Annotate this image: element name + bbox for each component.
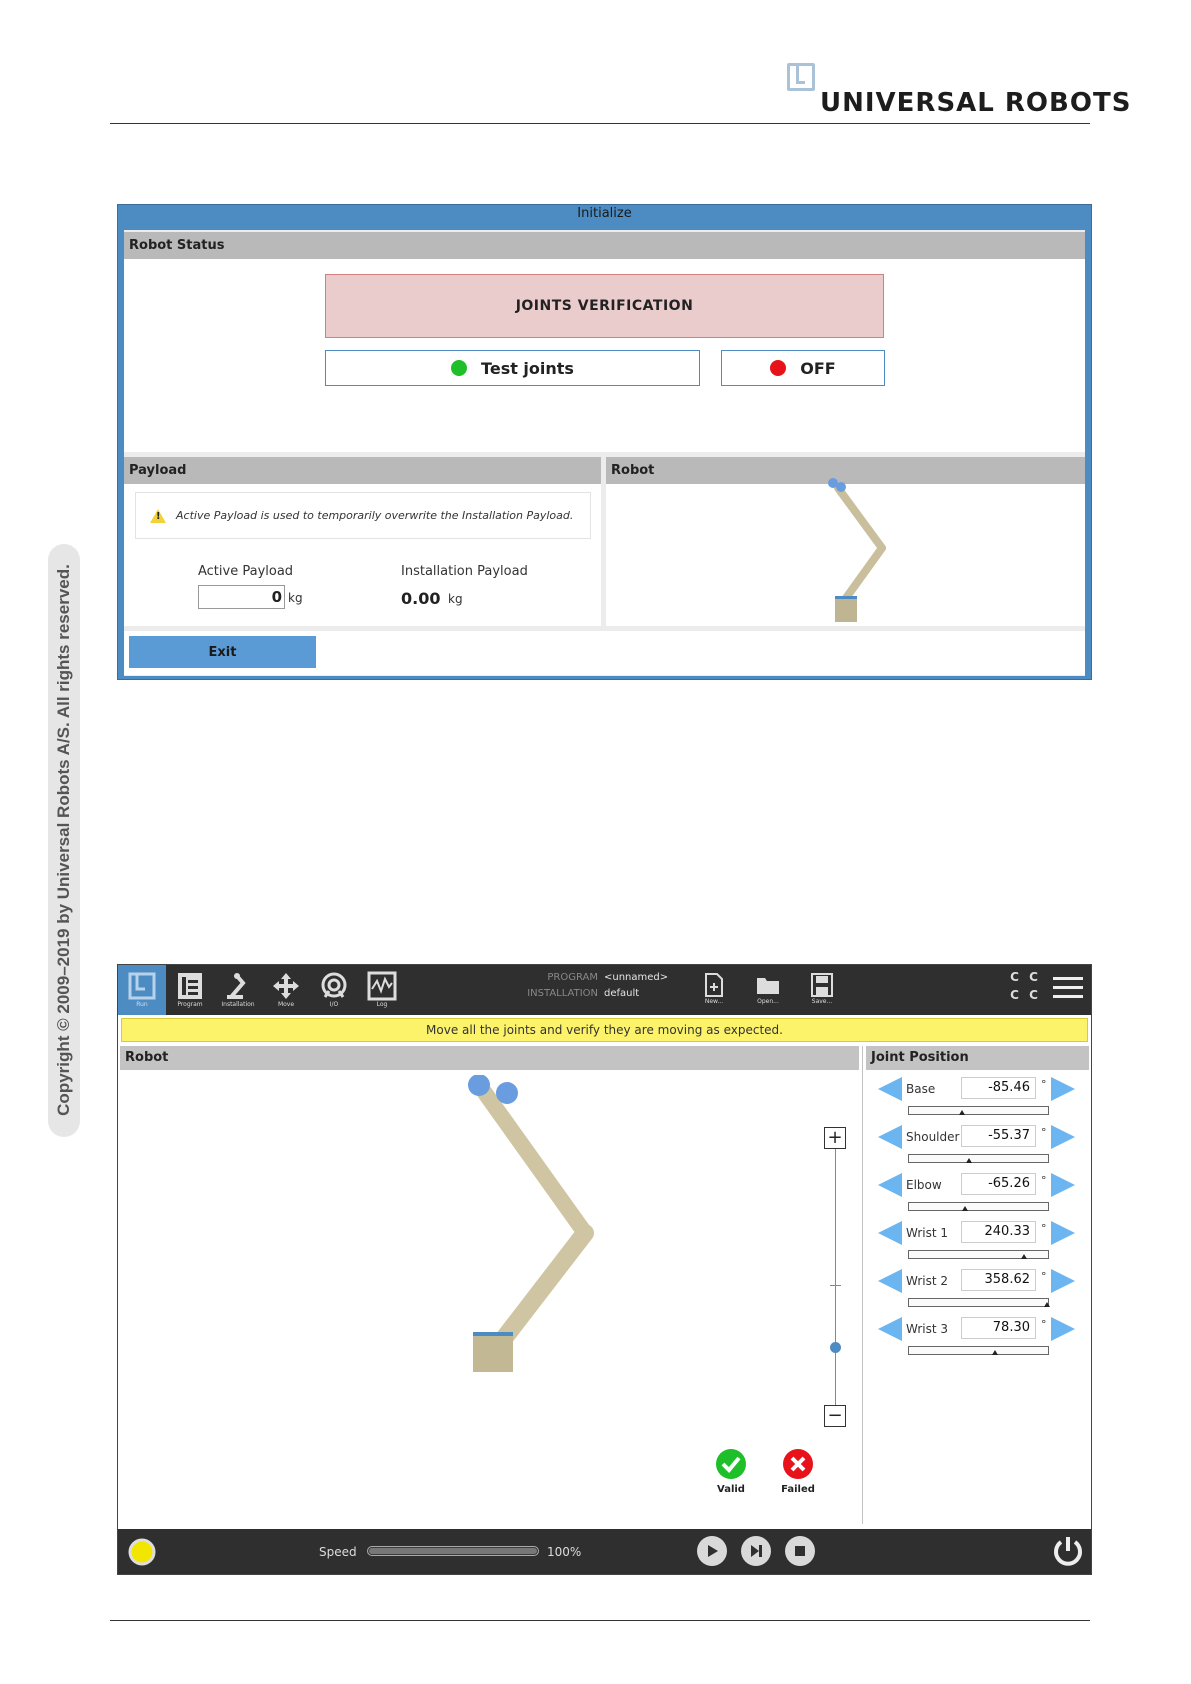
joint-value-field[interactable]: -65.26 [961,1173,1036,1195]
save-icon [810,972,834,998]
joint-slider-marker [959,1110,965,1115]
active-payload-input[interactable]: 0 [198,585,285,609]
stop-icon [793,1544,807,1558]
stop-button[interactable] [785,1536,815,1566]
zoom-in-button[interactable]: + [824,1127,846,1149]
cc-label: C [1010,970,1019,984]
joint-value-field[interactable]: 358.62 [961,1269,1036,1291]
nav-installation[interactable] [214,965,262,1015]
nav-label: Run [136,1001,148,1008]
file-action-label: Save... [811,998,833,1005]
exit-button[interactable]: Exit [129,636,316,668]
joint-name: Shoulder [906,1130,960,1144]
nav-io[interactable] [310,965,358,1015]
speed-slider[interactable] [367,1546,539,1556]
open-program-button[interactable] [744,966,792,1016]
joint-increase-arrow-icon[interactable] [1051,1125,1075,1149]
robot-preview-heading: Robot [606,457,1085,484]
joint-slider[interactable] [908,1202,1049,1211]
joint-increase-arrow-icon[interactable] [1051,1221,1075,1245]
file-action-label: New... [704,998,724,1005]
nav-run[interactable] [118,965,166,1015]
joint-unit: ° [1041,1174,1047,1187]
joint-unit: ° [1041,1078,1047,1091]
zoom-slider-thumb[interactable] [830,1342,841,1353]
header-divider [110,123,1090,124]
installation-label: INSTALLATION [527,988,598,999]
failed-x-icon[interactable] [783,1449,813,1479]
test-joints-button[interactable] [325,350,700,386]
open-folder-icon [755,972,781,998]
joint-unit: ° [1041,1222,1047,1235]
robot-arm-3d-view[interactable] [455,1075,605,1375]
active-payload-label: Active Payload [198,564,294,579]
joint-slider[interactable] [908,1346,1049,1355]
cc-label: C [1010,988,1019,1002]
joint-unit: ° [1041,1318,1047,1331]
joint-increase-arrow-icon[interactable] [1051,1173,1075,1197]
zoom-out-button[interactable]: − [824,1405,846,1427]
joint-value-field[interactable]: -85.46 [961,1077,1036,1099]
io-icon [319,971,349,1001]
joint-increase-arrow-icon[interactable] [1051,1269,1075,1293]
joint-slider-marker [962,1206,968,1211]
joint-slider-marker [1021,1254,1027,1259]
joint-decrease-arrow-icon[interactable] [878,1221,902,1245]
zoom-slider-track[interactable] [835,1138,836,1416]
joint-position-heading: Joint Position [866,1046,1089,1070]
program-label: PROGRAM [547,972,598,983]
robot-status-indicator-icon[interactable] [127,1537,157,1567]
green-status-dot-icon [451,360,467,376]
footer-divider [110,1620,1090,1621]
nav-label: Program [177,1001,203,1008]
power-off-button[interactable] [721,350,885,386]
joint-slider[interactable] [908,1298,1049,1307]
joint-row [878,1269,1078,1315]
payload-heading: Payload [124,457,601,484]
robot-state-box: JOINTS VERIFICATION [325,274,884,338]
joint-slider-marker [992,1350,998,1355]
joint-slider-marker [1044,1302,1050,1307]
file-action-label: Open... [757,998,779,1005]
joint-name: Base [906,1082,936,1096]
joint-increase-arrow-icon[interactable] [1051,1317,1075,1341]
joint-row [878,1077,1078,1123]
joint-value-field[interactable]: 240.33 [961,1221,1036,1243]
payload-panel [124,457,601,626]
joint-slider-marker [966,1158,972,1163]
joint-unit: ° [1041,1126,1047,1139]
speed-slider-fill [369,1548,537,1554]
joint-slider[interactable] [908,1154,1049,1163]
robot-status-heading: Robot Status [124,232,1085,259]
hamburger-menu-icon[interactable] [1053,975,1083,1001]
instruction-message: Move all the joints and verify they are moving as expected. [121,1018,1088,1042]
nav-label: I/O [329,1001,339,1008]
nav-program[interactable] [166,965,214,1015]
power-icon[interactable] [1051,1534,1085,1568]
ur-logo-icon [127,971,157,1001]
joint-unit: ° [1041,1270,1047,1283]
failed-label: Failed [781,1484,815,1495]
copyright-text: Copyright © 2009–2019 by Universal Robots A/S. All rights reserved. [54,564,73,1116]
step-button[interactable] [741,1536,771,1566]
speed-value: 100% [547,1545,582,1559]
test-joints-label: Test joints [481,358,574,378]
warning-icon [150,509,166,523]
program-icon [175,971,205,1001]
joint-decrease-arrow-icon[interactable] [878,1317,902,1341]
robot-arm-preview-image [820,478,900,628]
program-name: <unnamed> [604,972,669,983]
joint-row [878,1221,1078,1267]
joint-decrease-arrow-icon[interactable] [878,1173,902,1197]
joint-increase-arrow-icon[interactable] [1051,1077,1075,1101]
nav-label: Installation [221,1001,255,1008]
joint-value-field[interactable]: 78.30 [961,1317,1036,1339]
nav-bar [118,965,406,1015]
nav-log[interactable] [358,965,406,1015]
joint-decrease-arrow-icon[interactable] [878,1077,902,1101]
valid-check-icon[interactable] [716,1449,746,1479]
panel-divider [862,1046,863,1524]
joint-row [878,1125,1078,1171]
dialog-title: Initialize [577,206,632,221]
joint-name: Wrist 3 [906,1322,948,1336]
zoom-tick [830,1285,841,1286]
brand-name: UNIVERSAL ROBOTS [820,88,1132,118]
bottom-bar [118,1529,1091,1574]
joint-slider[interactable] [908,1250,1049,1259]
installation-payload-value: 0.00 [401,589,441,608]
file-actions [690,966,846,1016]
joint-decrease-arrow-icon[interactable] [878,1269,902,1293]
payload-notice [135,492,591,539]
joint-row [878,1173,1078,1219]
save-program-button[interactable] [798,966,846,1016]
power-label: OFF [800,358,836,378]
new-file-icon [702,972,726,998]
nav-move[interactable] [262,965,310,1015]
cc-label: C [1029,988,1038,1002]
log-icon [367,971,397,1001]
nav-label: Move [277,1001,295,1008]
joint-name: Elbow [906,1178,942,1192]
nav-label: Log [376,1001,388,1008]
ur-logo-icon [787,63,815,91]
joint-row [878,1317,1078,1363]
installation-payload-unit: kg [448,592,463,606]
joint-decrease-arrow-icon[interactable] [878,1125,902,1149]
active-payload-unit: kg [288,591,303,605]
move-icon [271,971,301,1001]
control-mode-indicator [1005,970,1043,1002]
cc-label: C [1029,970,1038,984]
installation-payload-label: Installation Payload [401,564,528,579]
joint-value-field[interactable]: -55.37 [961,1125,1036,1147]
new-program-button[interactable] [690,966,738,1016]
robot-status-panel [124,232,1085,452]
step-icon [749,1544,763,1558]
installation-name: default [604,988,640,999]
red-status-dot-icon [770,360,786,376]
play-button[interactable] [697,1536,727,1566]
payload-notice-text: Active Payload is used to temporarily overwrite the Installation Payload. [176,509,574,522]
speed-label: Speed [319,1545,357,1559]
valid-label: Valid [717,1484,745,1495]
joint-slider[interactable] [908,1106,1049,1115]
play-icon [705,1544,719,1558]
robot-view-heading: Robot [120,1046,859,1070]
installation-icon [223,971,253,1001]
joint-name: Wrist 2 [906,1274,948,1288]
joint-name: Wrist 1 [906,1226,948,1240]
